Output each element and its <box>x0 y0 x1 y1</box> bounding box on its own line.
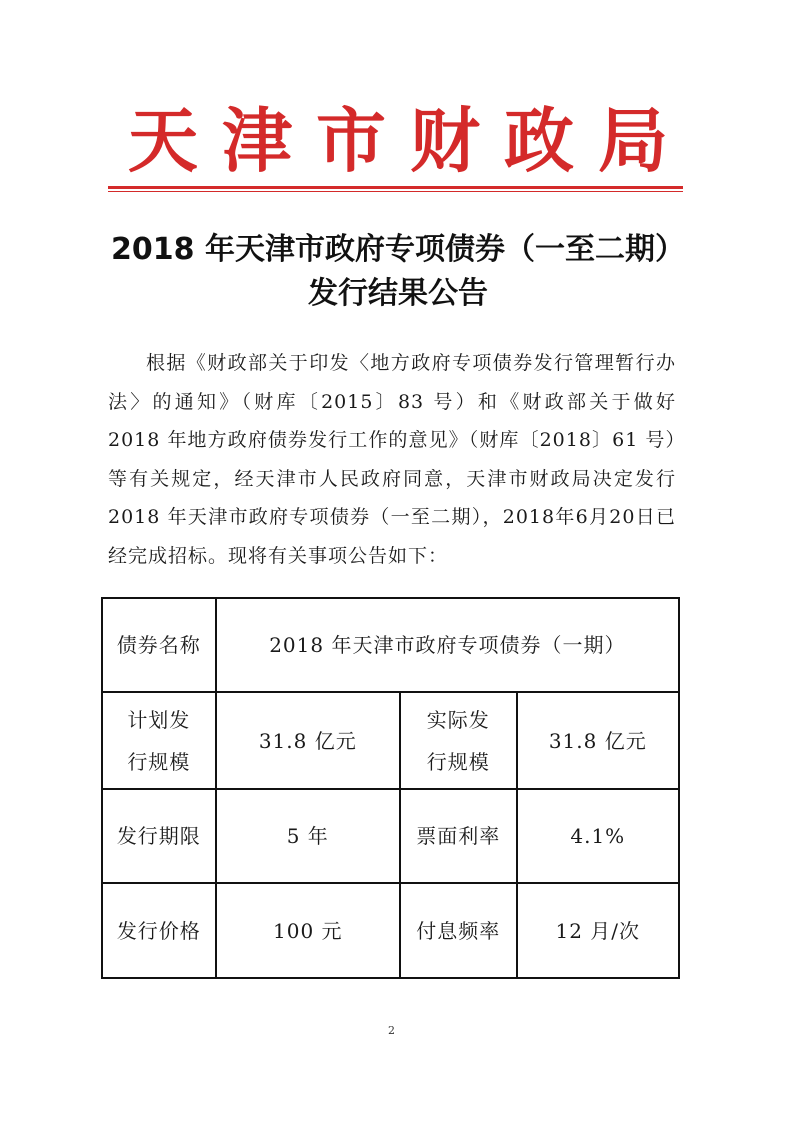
letterhead-red-rule <box>108 186 683 189</box>
actual-scale-label: 实际发行规模 <box>400 692 517 789</box>
bond-name-label: 债券名称 <box>102 598 216 692</box>
payment-frequency-label: 付息频率 <box>400 883 517 978</box>
term-value: 5 年 <box>216 789 400 883</box>
term-label: 发行期限 <box>102 789 216 883</box>
coupon-value: 4.1% <box>517 789 679 883</box>
price-value: 100 元 <box>216 883 400 978</box>
table-row <box>102 692 679 789</box>
table-row <box>102 789 679 883</box>
table-row <box>102 883 679 978</box>
price-label: 发行价格 <box>102 883 216 978</box>
document-title: 2018 年天津市政府专项债券（一至二期） <box>111 232 685 267</box>
announcement-body: 根据《财政部关于印发〈地方政府专项债券发行管理暂行办法〉的通知》（财库〔2015〕83 号）和《财政部关于做好 2018 年地方政府债券发行工作的意见》（财库〔2018〕61 号）等有关规定，经天津市人民政府同意，天津市财政局决定发行 2018 年天津市政府专项债券（一至二期），2018年6月20日已经完成招标。现将有关事项公告如下： <box>108 352 676 567</box>
planned-scale-label: 计划发行规模 <box>102 692 216 789</box>
letterhead-title: 天津市财政局 <box>128 99 692 182</box>
letterhead-red-rule-thin <box>108 191 683 192</box>
actual-scale-value: 31.8 亿元 <box>517 692 679 789</box>
coupon-label: 票面利率 <box>400 789 517 883</box>
planned-scale-value: 31.8 亿元 <box>216 692 400 789</box>
payment-frequency-value: 12 月/次 <box>517 883 679 978</box>
document-subtitle: 发行结果公告 <box>308 276 488 311</box>
bond-name-value: 2018 年天津市政府专项债券（一期） <box>216 598 679 692</box>
bond-info-table <box>101 597 680 979</box>
table-row <box>102 598 679 692</box>
page-number: 2 <box>388 1024 395 1037</box>
